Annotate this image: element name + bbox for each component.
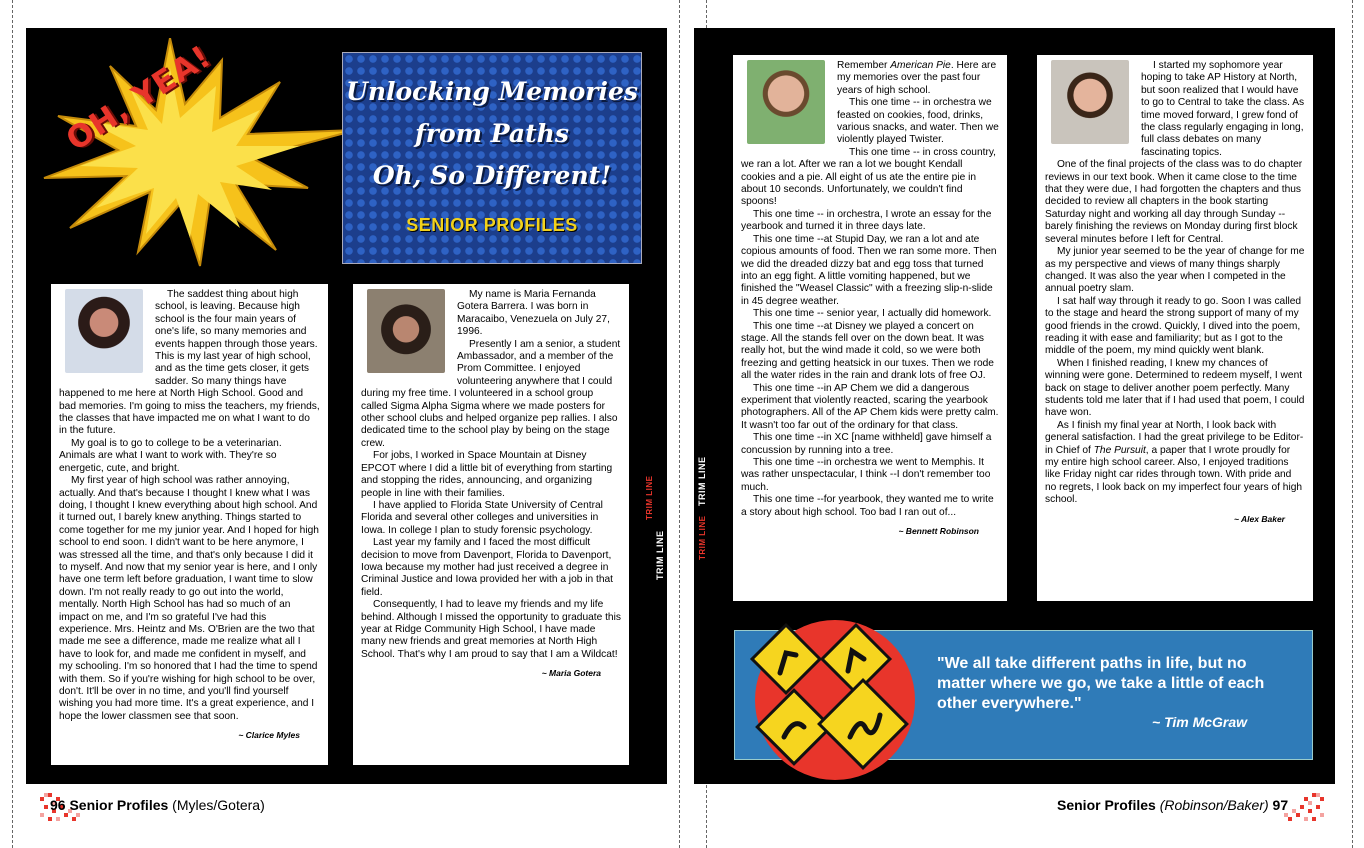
robinson-paragraph: This one time -- in orchestra, I wrote an essay for the yearbook and turned it in three days late. bbox=[741, 208, 992, 233]
title-box bbox=[342, 52, 642, 264]
footer-pixel-graphic-right bbox=[1280, 793, 1324, 823]
title-line-3: Oh, So Different! bbox=[372, 161, 612, 190]
profile-card-myles bbox=[51, 284, 328, 765]
baker-paragraph: One of the final projects of the class was to do chapter reviews in our text book. When it came close to the time that they were due, I had forgotten the chapters and thus decided to review all chapters in the book starting Saturday night and working all day through Sunday -- barely finishing the reviews on Monday during first block several minutes before I left for Central. bbox=[1045, 159, 1303, 245]
profile-card-gotera bbox=[353, 284, 629, 765]
gotera-paragraph: My name is Maria Fernanda Gotera Barrera. I was born in Maracaibo, Venezuela on July 27, 1996. bbox=[457, 289, 610, 338]
robinson-paragraph: This one time --at Disney we played a concert on stage. All the stands fell over on the down beat. It was really hot, but the wind made it cold, so we were both freezing and getting heatsick in our tuxes. Then we rode all the water rides in the rain and drank lots of free OJ. bbox=[741, 320, 994, 382]
baker-paragraph: I sat half way through it ready to go. Soon I was called to the stage and heard the strong support of many of my good friends in the crowd. Quickly, I dived into the poem, reading it with ease and familiarity; but as I got to the middle of the poem, my mind quickly went blank. bbox=[1045, 295, 1302, 357]
photo-gotera bbox=[367, 289, 445, 373]
road-signs-graphic bbox=[740, 615, 930, 785]
robinson-paragraph: This one time --at Stupid Day, we ran a lot and ate copious amounts of food. Then we ran some more. Then we did the dreaded dizzy bat and egg toss that turned into an egg fight. A little vomiting happened, but we finished the "Weasel Classic" with a freezing slip-n-slide in 45 degree weather. bbox=[741, 233, 997, 307]
signature-gotera: ~ Maria Gotera bbox=[541, 668, 601, 679]
trim-line-center-left bbox=[679, 0, 680, 848]
page-number-left: 96 bbox=[50, 797, 66, 813]
robinson-paragraph: This one time --in AP Chem we did a dangerous experiment that violently reacted, scaring the yearbook photographers. All of the AP Chem kids were pretty calm. It wasn't too far out of the ordinary for that class. bbox=[741, 382, 999, 431]
trim-line-right bbox=[1352, 0, 1353, 848]
photo-myles bbox=[65, 289, 143, 373]
trim-line-label-red-right: TRIM LINE bbox=[698, 515, 707, 560]
baker-paragraph: As I finish my final year at North, I look back with general satisfaction. I had the great privilege to be Editor-in Chief of The Pursuit, a paper that I wrote proudly for my entire high school career. Also, I enjoyed traditions like Friday night car rides through town. With pride and no regrets, I look back on my imperfect four years of high school. bbox=[1045, 419, 1304, 506]
american-pie-title: American Pie bbox=[890, 60, 951, 71]
trim-line-left bbox=[12, 0, 13, 848]
robinson-paragraph: This one time --in XC [name withheld] gave himself a concussion by running into a tree. bbox=[741, 432, 992, 456]
photo-robinson bbox=[747, 60, 825, 144]
quote-author: ~ Tim McGraw bbox=[1152, 714, 1248, 730]
photo-baker bbox=[1051, 60, 1129, 144]
signature-myles: ~ Clarice Myles bbox=[238, 730, 300, 741]
page-title bbox=[343, 71, 641, 197]
signature-baker: ~ Alex Baker bbox=[1234, 513, 1285, 524]
profile-card-robinson bbox=[733, 55, 1007, 601]
robinson-paragraph: This one time --in orchestra we went to Memphis. It was rather unspectacular, I think --I don't remember too much. bbox=[741, 457, 991, 493]
title-line-2: from Paths bbox=[415, 119, 569, 148]
robinson-paragraph: This one time -- senior year, I actually did homework. bbox=[753, 308, 992, 320]
baker-paragraph: I started my sophomore year hoping to take AP History at North, but soon realized that I would have to go to Central to take the class. As time moved forward, I grew fond of the class regularly engaging in long, full class debates on many fascinating topics. bbox=[1141, 60, 1305, 158]
page-number-right: 97 bbox=[1272, 797, 1289, 813]
trim-line-label-white-right: TRIM LINE bbox=[697, 456, 707, 506]
profile-card-baker bbox=[1037, 55, 1313, 601]
gotera-paragraph: Consequently, I had to leave my friends and my life behind. Although I missed the opportunity to graduate this year at Ridge Community High School, I have made many new friends and great memories at North High School. That's why I am proud to say that I am a Wildcat! bbox=[361, 599, 621, 660]
gotera-paragraph: Presently I am a senior, a student Ambassador, and a member of the Prom Committee. I enjoyed volunteering anywhere that I could during my free time. I volunteered in a school group called Sigma Alpha Sigma where we made posters for other school clubs and helped organize pep rallies. I also dedicated time to the school play by being on the stage crew. bbox=[361, 338, 621, 449]
quote-text: "We all take different paths in life, but no matter where we go, we take a little of each other everywhere." bbox=[937, 655, 1265, 712]
the-pursuit-title: The Pursuit bbox=[1093, 444, 1146, 456]
gotera-paragraph: For jobs, I worked in Space Mountain at Disney EPCOT where I did a little bit of everything from starting and stopping the rides, announcing, and organizing people in line with their families. bbox=[361, 450, 613, 499]
robinson-paragraph: Remember American Pie. Here are my memories over the past four years of high school. bbox=[837, 60, 997, 96]
title-line-1: Unlocking Memories bbox=[346, 77, 638, 106]
myles-paragraph: My goal is to go to college to be a veterinarian. Animals are what I want to work with. They're so energetic, cute, and bright. bbox=[59, 437, 282, 474]
footer-right bbox=[1057, 797, 1288, 813]
robinson-paragraph: This one time --for yearbook, they wanted me to write a story about high school. Too bad I ran out of... bbox=[741, 494, 994, 518]
trim-line-label-red: TRIM LINE bbox=[645, 475, 654, 520]
gotera-paragraph: Last year my family and I faced the most difficult decision to move from Davenport, Florida to Davenport, Iowa because my mother had just received a degree in Criminal Justice and Iowa provided her with a job in that field. bbox=[361, 537, 613, 598]
baker-paragraph: My junior year seemed to be the year of change for me as my perspective and views of many things sharply changed. It was also the year when I competed in the annual poetry slam. bbox=[1045, 246, 1305, 295]
page-subtitle: SENIOR PROFILES bbox=[406, 215, 578, 235]
footer-section-left: Senior Profiles bbox=[69, 797, 169, 813]
signature-robinson: ~ Bennett Robinson bbox=[898, 526, 979, 537]
robinson-paragraph: This one time -- in orchestra we feasted on cookies, food, drinks, various snacks, and water. Then we violently played Twister. bbox=[837, 97, 999, 146]
burst-text: OH, YEA! bbox=[60, 38, 218, 159]
baker-paragraph: When I finished reading, I knew my chances of winning were gone. Determined to redeem myself, I went back on stage to deliver another poem perfectly. Many students told me later that if I had used that poem, I could have won. bbox=[1045, 357, 1305, 419]
myles-paragraph: My first year of high school was rather annoying, actually. And that's because I thought I knew what I was doing, I thought I knew everything about high school. And it turned out, I barely knew anything. Things started to come together for me my junior year. And I hoped for high school to end soon. I didn't want to be here anymore, I was stressed all the time, and that's only because I did it to myself. And now that my senior year is here, and I only have one term left before graduation, I want time to slow down. I'm not really ready to go out into the world, mentally. North High School has had so much of an impact on me, and I'm so grateful I've had this experience. Mrs. Heintz and Ms. O'Brien are the two that made me see a difference, made me realize what all I have to look for, and made me confident in myself, and my schooling. I'm so honored that I had the time to spend with them. So if you're wishing for high school to be over, don't. It'll be over in no time, and you'll find yourself wishing you had more time. It's a great experience, and I hope the lower classmen see that soon. bbox=[59, 475, 319, 722]
robinson-paragraph: This one time -- in cross country, we ran a lot. After we ran a lot we bought Kendall cookies and a pie. All eight of us ate the entire pie in about 10 seconds. Unfortunately, we couldn't find spoons! bbox=[741, 146, 997, 208]
gotera-paragraph: I have applied to Florida State University of Central Florida and several other colleges and universities in Iowa. In college I plan to study forensic psychology. bbox=[361, 499, 603, 536]
footer-names-right: (Robinson/Baker) bbox=[1159, 797, 1269, 813]
footer-section-right: Senior Profiles bbox=[1057, 797, 1156, 813]
trim-line-label-white: TRIM LINE bbox=[655, 530, 665, 580]
footer-names-left: (Myles/Gotera) bbox=[172, 797, 265, 813]
footer-left bbox=[50, 797, 265, 813]
myles-paragraph: The saddest thing about high school, is leaving. Because high school is the four main years of one's life, so many memories and events happen through those years. This is my last year of high school, and as the time gets closer, it gets sadder. So many things have happened to me here at North High School. Good and bad memories. I'm going to miss the teachers, my friends, the classes that have impacted me on what I want to do in the future. bbox=[59, 289, 320, 437]
